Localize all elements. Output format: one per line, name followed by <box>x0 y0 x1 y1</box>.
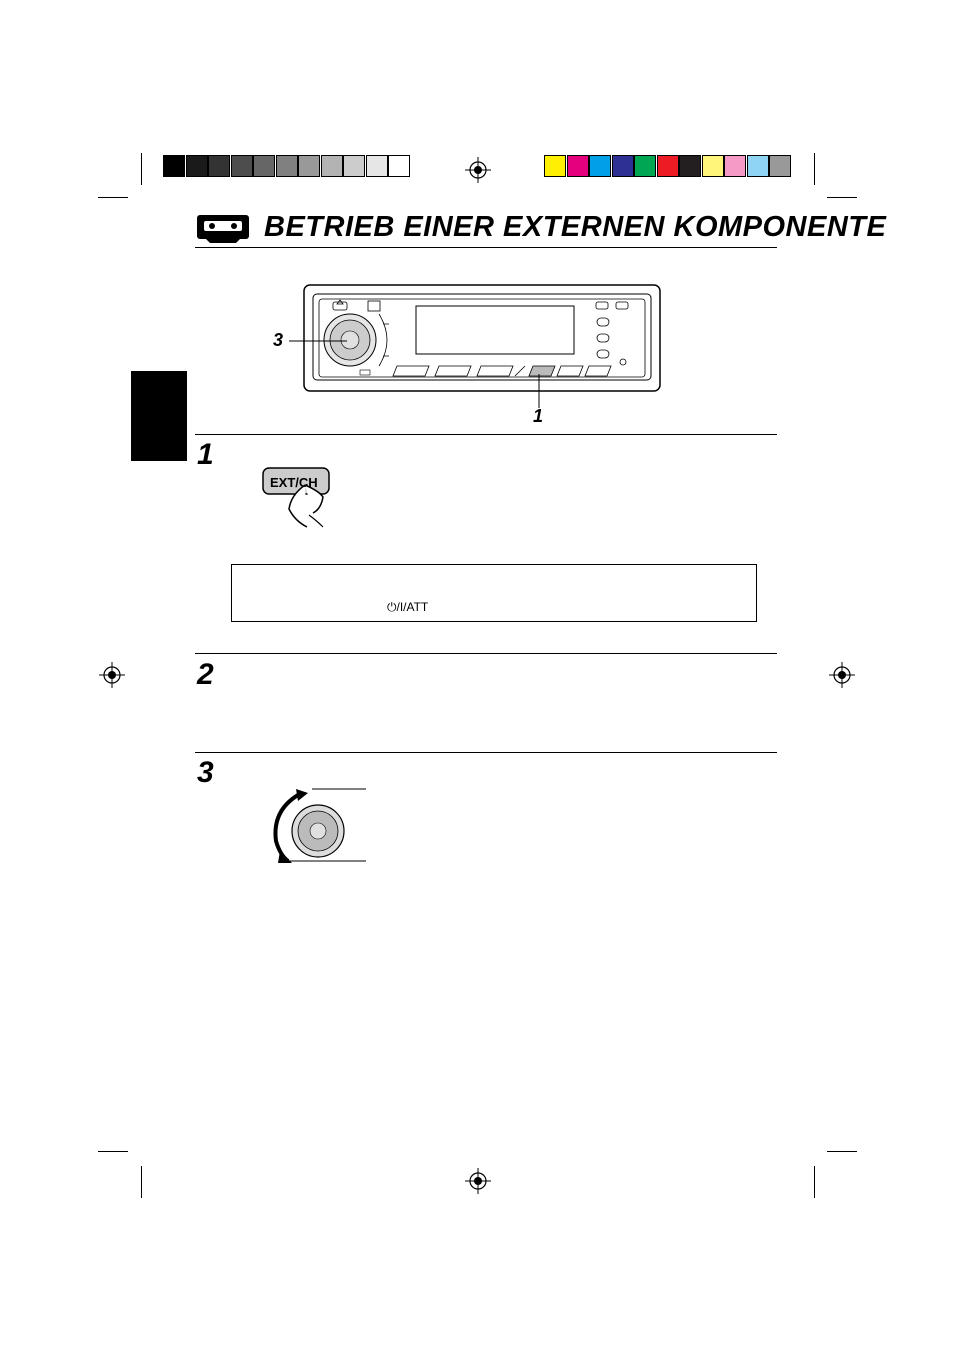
gray-swatch <box>343 155 365 177</box>
registration-target-icon <box>465 1168 491 1194</box>
step-number-3: 3 <box>197 756 214 789</box>
crop-mark <box>814 1166 815 1198</box>
gray-swatch <box>186 155 208 177</box>
color-swatch <box>634 155 656 177</box>
title-underline <box>195 247 777 248</box>
crop-mark <box>814 153 815 185</box>
gray-swatch <box>208 155 230 177</box>
gray-swatch <box>163 155 185 177</box>
color-swatch <box>724 155 746 177</box>
step-divider <box>195 752 777 753</box>
color-swatch <box>657 155 679 177</box>
gray-swatch <box>231 155 253 177</box>
color-swatch <box>567 155 589 177</box>
callout-number-3: 3 <box>273 330 284 350</box>
cassette-icon <box>196 214 250 244</box>
crop-mark <box>98 197 128 198</box>
color-swatch <box>747 155 769 177</box>
note-box <box>231 564 757 622</box>
gray-swatch <box>321 155 343 177</box>
crop-mark <box>98 1151 128 1152</box>
color-swatch <box>679 155 701 177</box>
crop-mark <box>141 1166 142 1198</box>
gray-swatch <box>298 155 320 177</box>
registration-target-icon <box>465 157 491 183</box>
ext-ch-button-illustration <box>261 465 341 535</box>
step-divider <box>195 434 777 435</box>
page-title: BETRIEB EINER EXTERNEN KOMPONENTE <box>264 211 887 243</box>
ext-ch-button-label: EXT/CH <box>270 475 318 490</box>
gray-swatch <box>253 155 275 177</box>
note-power-att-label: ⏻/I/ATT <box>387 600 429 614</box>
step-number-1: 1 <box>197 438 214 471</box>
registration-target-icon <box>99 662 125 688</box>
color-swatch <box>702 155 724 177</box>
callout-number-1: 1 <box>533 406 544 426</box>
registration-target-icon <box>829 662 855 688</box>
color-swatch <box>612 155 634 177</box>
color-swatch <box>589 155 611 177</box>
callout-leader-lines <box>285 330 555 422</box>
step-divider <box>195 653 777 654</box>
gray-swatch <box>276 155 298 177</box>
step-number-2: 2 <box>197 658 214 691</box>
gray-swatch <box>388 155 410 177</box>
color-swatch <box>769 155 791 177</box>
color-swatch <box>544 155 566 177</box>
crop-mark <box>827 1151 857 1152</box>
crop-mark <box>141 153 142 185</box>
gray-swatch <box>366 155 388 177</box>
rotary-knob-icon <box>268 785 370 867</box>
language-side-tab <box>131 371 187 461</box>
crop-mark <box>827 197 857 198</box>
